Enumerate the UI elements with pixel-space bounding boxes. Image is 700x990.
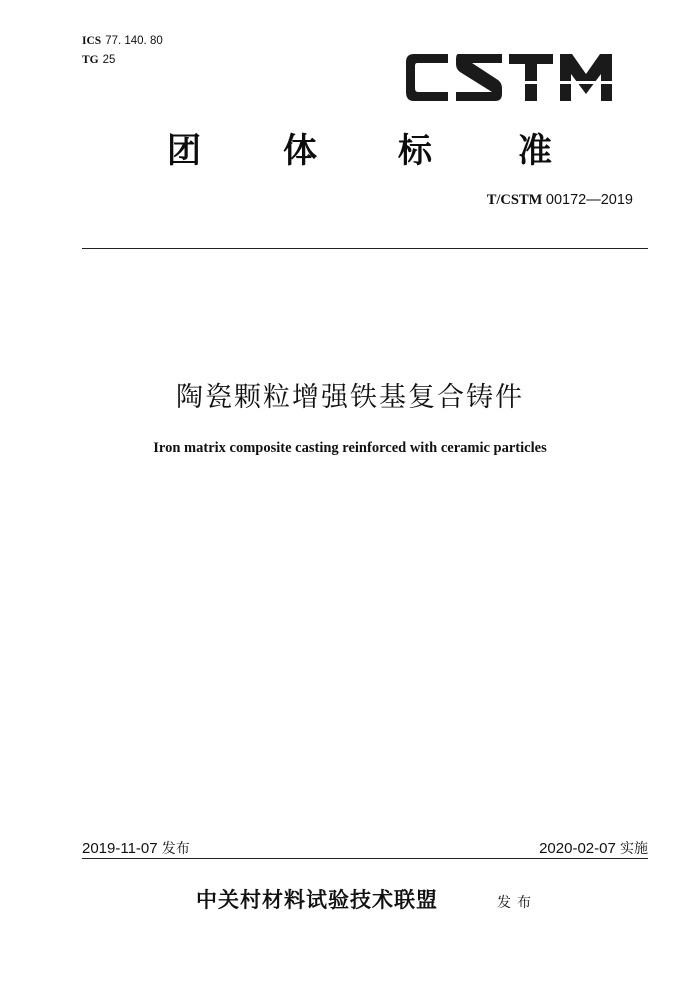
standard-code-prefix: T/CSTM bbox=[486, 192, 543, 208]
standard-type-char: 团 bbox=[167, 131, 201, 171]
document-title-chinese: 陶瓷颗粒增强铁基复合铸件 bbox=[176, 382, 524, 413]
cstm-logo-icon bbox=[398, 48, 616, 110]
ics-value: 77. 140. 80 bbox=[105, 35, 163, 47]
header-divider bbox=[82, 248, 648, 249]
implement-date-value: 2020-02-07 bbox=[539, 840, 616, 857]
standard-type-char: 体 bbox=[283, 131, 317, 171]
implement-date-suffix: 实施 bbox=[620, 841, 648, 857]
footer-divider bbox=[82, 858, 648, 859]
publisher-action: 发布 bbox=[497, 895, 537, 911]
tg-value: 25 bbox=[102, 54, 116, 66]
ics-label: ICS bbox=[82, 35, 102, 47]
tg-code bbox=[82, 52, 115, 67]
standard-code bbox=[487, 192, 633, 209]
standard-code-number: 00172—2019 bbox=[545, 192, 633, 208]
ics-code bbox=[82, 33, 163, 48]
standard-type-char: 准 bbox=[518, 131, 552, 171]
standard-type-heading bbox=[0, 130, 700, 172]
implement-date bbox=[539, 838, 648, 858]
tg-label: TG bbox=[82, 54, 99, 66]
publisher-name: 中关村材料试验技术联盟 bbox=[196, 887, 438, 912]
issue-date bbox=[82, 838, 190, 858]
standard-type-char: 标 bbox=[398, 131, 432, 171]
issue-date-value: 2019-11-07 bbox=[82, 840, 158, 857]
document-title-english: Iron matrix composite casting reinforced with ceramic particles bbox=[153, 440, 547, 456]
issue-date-suffix: 发布 bbox=[161, 841, 190, 857]
